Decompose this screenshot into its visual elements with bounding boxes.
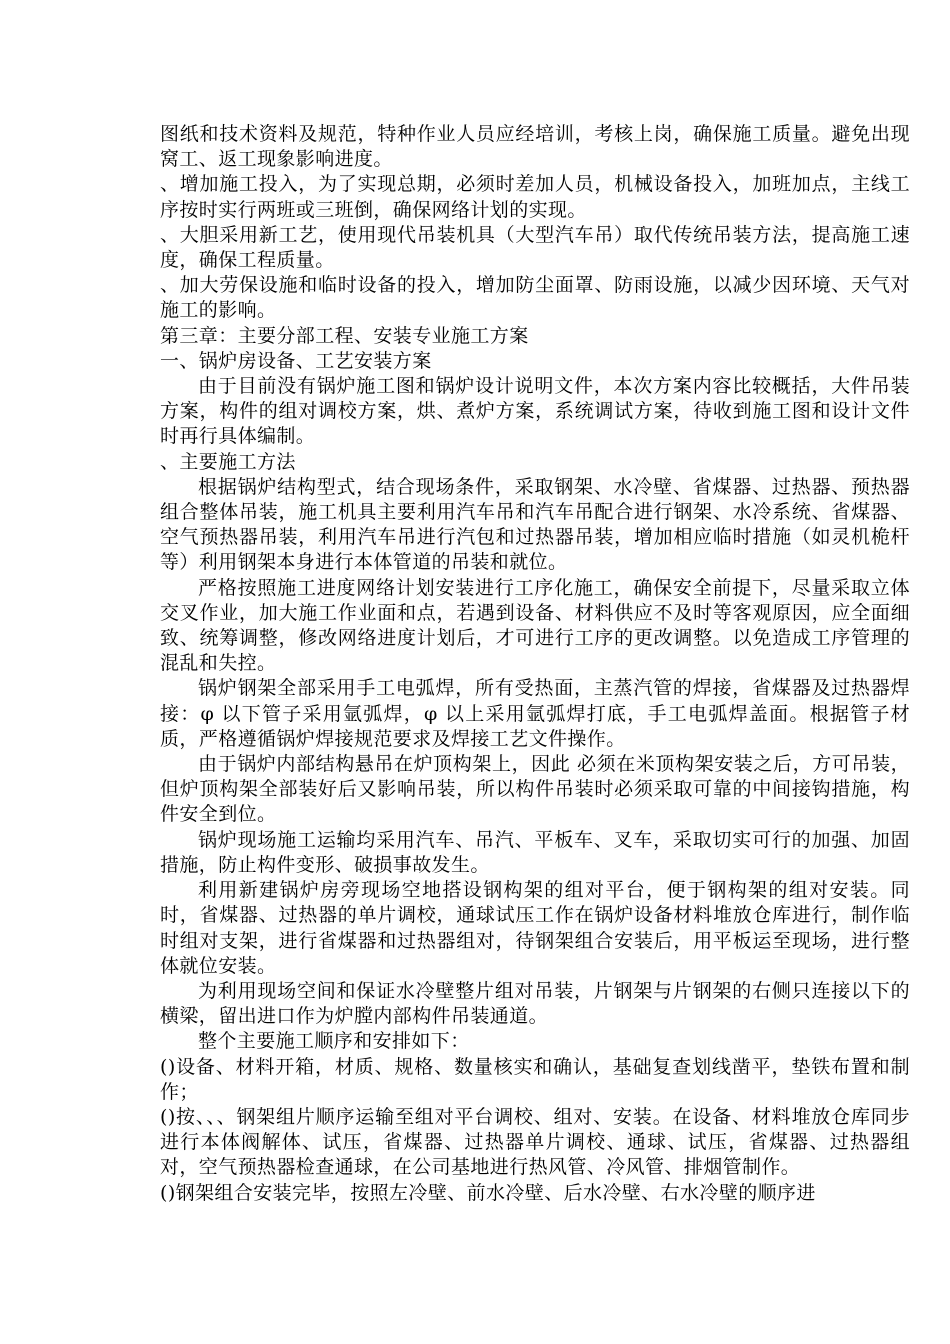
list-item-step-2: ()按、、、钢架组片顺序运输至组对平台调校、组对、安装。在设备、材料堆放仓库同步进行本体阀解体、试压，省煤器、过热器单片调校、通球、试压，省煤器、过热器组对，空气预热器检查通球，在公司基地进行热风管、冷风管、排烟管制作。: [160, 1105, 910, 1179]
paragraph-welding: 锅炉钢架全部采用手工电弧焊，所有受热面，主蒸汽管的焊接，省煤器及过热器焊接：φ 以下管子采用氩弧焊，φ 以上采用氩弧焊打底，手工电弧焊盖面。根据管子材质，严格遵循锅炉焊接规范要求及焊接工艺文件操作。: [160, 677, 910, 750]
list-item-step-1: ()设备、材料开箱，材质、规格、数量核实和确认，基础复查划线凿平，垫铁布置和制作；: [160, 1055, 910, 1103]
paragraph-plan-overview: 由于目前没有锅炉施工图和锅炉设计说明文件，本次方案内容比较概括，大件吊装方案，构件的组对调校方案，烘、煮炉方案，系统调试方案，待收到施工图和设计文件时再行具体编制。: [160, 375, 910, 448]
paragraph-hoisting-method: 根据锅炉结构型式，结合现场条件，采取钢架、水冷壁、省煤器、过热器、预热器组合整体吊装，施工机具主要利用汽车吊和汽车吊配合进行钢架、水冷系统、省煤器、空气预热器吊装，利用汽车吊进行汽包和过热器吊装，增加相应临时措施（如灵机桅杆等）利用钢架本身进行本体管道的吊装和就位。: [160, 475, 910, 574]
paragraph-new-technology: 、大胆采用新工艺，使用现代吊装机具（大型汽车吊）取代传统吊装方法，提高施工速度，确保工程质量。: [160, 223, 910, 272]
chapter-heading: 第三章：主要分部工程、安装专业施工方案: [160, 324, 529, 347]
paragraph-labor-protection: 、加大劳保设施和临时设备的投入，增加防尘面罩、防雨设施，以减少因环境、天气对施工的影响。: [160, 274, 910, 322]
section-heading: 一、锅炉房设备、工艺安装方案: [160, 349, 432, 372]
subsection-heading: 、主要施工方法: [160, 450, 296, 473]
paragraph-water-wall: 为利用现场空间和保证水冷壁整片组对吊装，片钢架与片钢架的右侧只连接以下的横梁，留出进口作为炉膛内部构件吊装通道。: [160, 979, 910, 1028]
paragraph-transport: 锅炉现场施工运输均采用汽车、吊汽、平板车、叉车，采取切实可行的加强、加固措施，防止构件变形、破损事故发生。: [160, 828, 910, 876]
document-page: [160, 122, 910, 1206]
list-item-step-3: ()钢架组合安装完毕，按照左冷壁、前水冷壁、后水冷壁、右水冷壁的顺序进: [160, 1181, 816, 1204]
paragraph-increase-investment: 、增加施工投入，为了实现总期，必须时差加人员，机械设备投入，加班加点，主线工序按时实行两班或三班倒，确保网络计划的实现。: [160, 173, 910, 221]
paragraph-suspension: 由于锅炉内部结构悬吊在炉顶构架上，因此 必须在米顶构架安装之后，方可吊装，但炉顶构架全部装好后又影响吊装，所以构件吊装时必须采取可靠的中间接钩措施，构件安全到位。: [160, 753, 910, 826]
paragraph-sequence-intro: 整个主要施工顺序和安排如下：: [198, 1030, 470, 1053]
paragraph-schedule-control: 严格按照施工进度网络计划安装进行工序化施工，确保安全前提下，尽量采取立体交叉作业，加大施工作业面和点，若遇到设备、材料供应不及时等客观原因，应全面细致、统筹调整，修改网络进度计划后，才可进行工序的更改调整。以免造成工序管理的混乱和失控。: [160, 576, 910, 675]
paragraph-quality-training: 图纸和技术资料及规范，特种作业人员应经培训，考核上岗，确保施工质量。避免出现窝工、返工现象影响进度。: [160, 123, 910, 171]
paragraph-assembly-platform: 利用新建锅炉房旁现场空地搭设钢构架的组对平台，便于钢构架的组对安装。同时，省煤器、过热器的单片调校，通球试压工作在锅炉设备材料堆放仓库进行，制作临时组对支架，进行省煤器和过热器组对，待钢架组合安装后，用平板运至现场，进行整体就位安装。: [160, 879, 910, 977]
